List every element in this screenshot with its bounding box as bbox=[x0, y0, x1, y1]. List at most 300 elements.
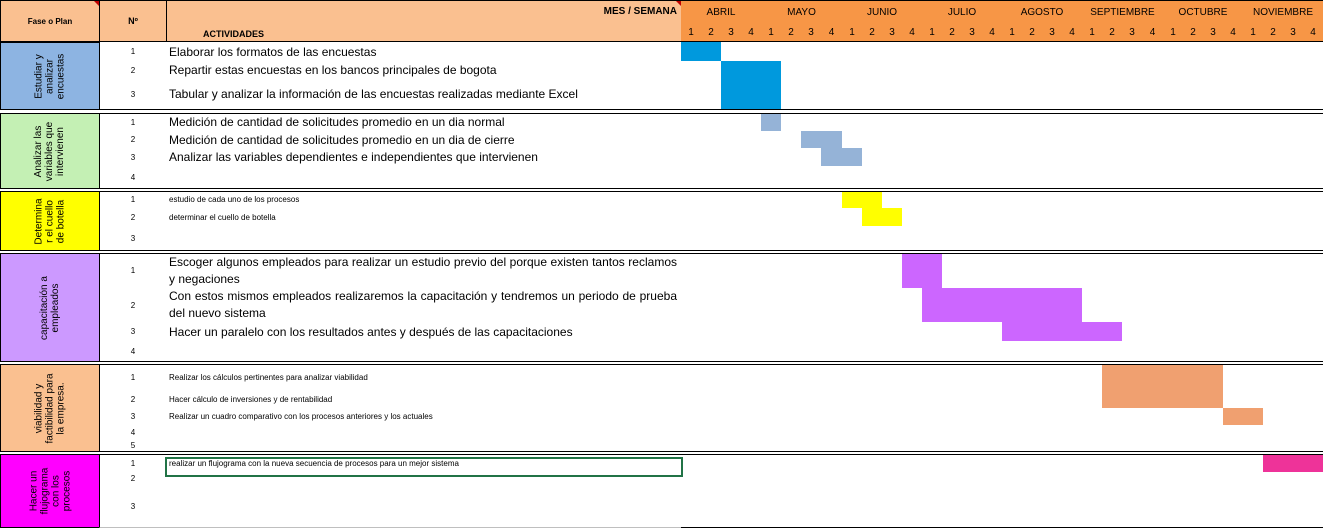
schedule-cell[interactable] bbox=[1042, 472, 1063, 486]
schedule-cell[interactable] bbox=[1122, 42, 1143, 62]
schedule-cell[interactable] bbox=[982, 391, 1003, 409]
schedule-bar-cell[interactable] bbox=[1203, 364, 1224, 392]
schedule-bar-cell[interactable] bbox=[1002, 288, 1023, 323]
schedule-cell[interactable] bbox=[821, 208, 843, 227]
schedule-cell[interactable] bbox=[1223, 454, 1244, 473]
activity-cell[interactable] bbox=[166, 166, 682, 189]
schedule-cell[interactable] bbox=[922, 341, 943, 362]
schedule-cell[interactable] bbox=[942, 391, 963, 409]
schedule-cell[interactable] bbox=[842, 79, 863, 110]
schedule-cell[interactable] bbox=[902, 408, 923, 426]
schedule-cell[interactable] bbox=[882, 408, 903, 426]
activity-cell[interactable]: Medición de cantidad de solicitudes promedio en un dia de cierre bbox=[166, 131, 682, 149]
row-number[interactable]: 2 bbox=[99, 208, 167, 227]
schedule-cell[interactable] bbox=[1303, 113, 1323, 132]
schedule-cell[interactable] bbox=[1062, 113, 1083, 132]
schedule-cell[interactable] bbox=[1203, 79, 1224, 110]
schedule-cell[interactable] bbox=[1022, 485, 1043, 528]
schedule-cell[interactable] bbox=[962, 166, 983, 189]
week-header-cell[interactable]: 4 bbox=[1303, 23, 1323, 42]
schedule-cell[interactable] bbox=[1243, 322, 1264, 342]
schedule-cell[interactable] bbox=[1243, 341, 1264, 362]
schedule-cell[interactable] bbox=[1002, 191, 1023, 209]
schedule-cell[interactable] bbox=[1263, 391, 1284, 409]
schedule-cell[interactable] bbox=[761, 408, 782, 426]
month-header-septiembre[interactable]: SEPTIEMBRE bbox=[1082, 0, 1164, 24]
schedule-cell[interactable] bbox=[681, 391, 702, 409]
schedule-cell[interactable] bbox=[1303, 131, 1323, 149]
schedule-cell[interactable] bbox=[1142, 288, 1164, 323]
schedule-cell[interactable] bbox=[1042, 391, 1063, 409]
schedule-cell[interactable] bbox=[1122, 408, 1143, 426]
schedule-cell[interactable] bbox=[942, 425, 963, 441]
schedule-cell[interactable] bbox=[1082, 472, 1103, 486]
week-header-cell[interactable]: 4 bbox=[902, 23, 923, 42]
schedule-cell[interactable] bbox=[761, 364, 782, 392]
schedule-cell[interactable] bbox=[741, 454, 762, 473]
schedule-cell[interactable] bbox=[882, 131, 903, 149]
schedule-bar-cell[interactable] bbox=[882, 208, 903, 227]
row-number[interactable]: 2 bbox=[99, 131, 167, 149]
schedule-cell[interactable] bbox=[882, 425, 903, 441]
schedule-cell[interactable] bbox=[741, 191, 762, 209]
schedule-cell[interactable] bbox=[882, 166, 903, 189]
schedule-bar-cell[interactable] bbox=[1303, 454, 1323, 473]
schedule-cell[interactable] bbox=[741, 288, 762, 323]
schedule-cell[interactable] bbox=[1122, 454, 1143, 473]
schedule-cell[interactable] bbox=[1062, 425, 1083, 441]
schedule-cell[interactable] bbox=[721, 226, 742, 251]
schedule-cell[interactable] bbox=[701, 341, 722, 362]
row-number[interactable]: 4 bbox=[99, 425, 167, 441]
schedule-cell[interactable] bbox=[1082, 391, 1103, 409]
schedule-cell[interactable] bbox=[1283, 408, 1304, 426]
schedule-cell[interactable] bbox=[842, 208, 863, 227]
schedule-cell[interactable] bbox=[1263, 208, 1284, 227]
schedule-cell[interactable] bbox=[1142, 61, 1164, 80]
schedule-cell[interactable] bbox=[982, 148, 1003, 167]
schedule-cell[interactable] bbox=[1122, 79, 1143, 110]
schedule-cell[interactable] bbox=[1022, 472, 1043, 486]
schedule-cell[interactable] bbox=[1142, 191, 1164, 209]
schedule-cell[interactable] bbox=[1002, 131, 1023, 149]
schedule-cell[interactable] bbox=[1082, 61, 1103, 80]
schedule-cell[interactable] bbox=[842, 226, 863, 251]
schedule-cell[interactable] bbox=[681, 454, 702, 473]
activity-cell[interactable]: Hacer un paralelo con los resultados antes y después de las capacitaciones bbox=[166, 322, 682, 342]
schedule-cell[interactable] bbox=[982, 166, 1003, 189]
schedule-cell[interactable] bbox=[1263, 408, 1284, 426]
schedule-cell[interactable] bbox=[761, 131, 782, 149]
schedule-cell[interactable] bbox=[741, 322, 762, 342]
schedule-cell[interactable] bbox=[1183, 472, 1204, 486]
schedule-cell[interactable] bbox=[962, 322, 983, 342]
schedule-cell[interactable] bbox=[902, 113, 923, 132]
schedule-cell[interactable] bbox=[962, 226, 983, 251]
activity-cell[interactable]: Realizar un cuadro comparativo con los procesos anteriores y los actuales bbox=[166, 408, 682, 426]
row-number[interactable]: 4 bbox=[99, 341, 167, 362]
schedule-cell[interactable] bbox=[962, 341, 983, 362]
schedule-cell[interactable] bbox=[902, 341, 923, 362]
schedule-cell[interactable] bbox=[1142, 226, 1164, 251]
schedule-cell[interactable] bbox=[1263, 131, 1284, 149]
schedule-cell[interactable] bbox=[1062, 472, 1083, 486]
schedule-cell[interactable] bbox=[781, 226, 802, 251]
schedule-cell[interactable] bbox=[1082, 288, 1103, 323]
schedule-cell[interactable] bbox=[1022, 131, 1043, 149]
schedule-cell[interactable] bbox=[1122, 131, 1143, 149]
schedule-cell[interactable] bbox=[781, 113, 802, 132]
schedule-cell[interactable] bbox=[1183, 131, 1204, 149]
schedule-cell[interactable] bbox=[1082, 425, 1103, 441]
schedule-cell[interactable] bbox=[922, 191, 943, 209]
schedule-cell[interactable] bbox=[1163, 131, 1184, 149]
schedule-cell[interactable] bbox=[982, 42, 1003, 62]
schedule-cell[interactable] bbox=[1283, 288, 1304, 323]
schedule-cell[interactable] bbox=[1022, 253, 1043, 289]
phase-cell-4[interactable] bbox=[0, 253, 100, 362]
schedule-cell[interactable] bbox=[882, 113, 903, 132]
schedule-cell[interactable] bbox=[842, 42, 863, 62]
schedule-cell[interactable] bbox=[1062, 226, 1083, 251]
schedule-bar-cell[interactable] bbox=[821, 148, 843, 167]
schedule-cell[interactable] bbox=[1142, 485, 1164, 528]
schedule-cell[interactable] bbox=[1102, 253, 1123, 289]
schedule-cell[interactable] bbox=[1183, 408, 1204, 426]
schedule-cell[interactable] bbox=[1082, 226, 1103, 251]
schedule-bar-cell[interactable] bbox=[1102, 364, 1123, 392]
schedule-bar-cell[interactable] bbox=[721, 61, 742, 80]
schedule-cell[interactable] bbox=[821, 472, 843, 486]
schedule-cell[interactable] bbox=[1303, 79, 1323, 110]
schedule-bar-cell[interactable] bbox=[721, 79, 742, 110]
week-header-cell[interactable]: 3 bbox=[721, 23, 742, 42]
schedule-cell[interactable] bbox=[942, 42, 963, 62]
schedule-cell[interactable] bbox=[781, 454, 802, 473]
schedule-cell[interactable] bbox=[761, 288, 782, 323]
schedule-cell[interactable] bbox=[922, 42, 943, 62]
schedule-cell[interactable] bbox=[902, 131, 923, 149]
schedule-cell[interactable] bbox=[1022, 79, 1043, 110]
schedule-bar-cell[interactable] bbox=[1163, 364, 1184, 392]
schedule-cell[interactable] bbox=[781, 485, 802, 528]
schedule-cell[interactable] bbox=[882, 42, 903, 62]
schedule-cell[interactable] bbox=[761, 191, 782, 209]
schedule-cell[interactable] bbox=[1062, 341, 1083, 362]
schedule-cell[interactable] bbox=[942, 253, 963, 289]
schedule-cell[interactable] bbox=[801, 166, 822, 189]
schedule-cell[interactable] bbox=[1022, 61, 1043, 80]
schedule-cell[interactable] bbox=[1082, 341, 1103, 362]
schedule-cell[interactable] bbox=[1022, 166, 1043, 189]
schedule-cell[interactable] bbox=[1183, 208, 1204, 227]
schedule-cell[interactable] bbox=[801, 408, 822, 426]
schedule-cell[interactable] bbox=[942, 148, 963, 167]
schedule-cell[interactable] bbox=[1163, 485, 1184, 528]
schedule-cell[interactable] bbox=[1042, 131, 1063, 149]
schedule-cell[interactable] bbox=[821, 253, 843, 289]
schedule-cell[interactable] bbox=[1283, 148, 1304, 167]
schedule-cell[interactable] bbox=[781, 408, 802, 426]
schedule-cell[interactable] bbox=[882, 288, 903, 323]
schedule-cell[interactable] bbox=[701, 485, 722, 528]
schedule-cell[interactable] bbox=[1062, 208, 1083, 227]
schedule-cell[interactable] bbox=[821, 425, 843, 441]
schedule-cell[interactable] bbox=[761, 425, 782, 441]
schedule-cell[interactable] bbox=[902, 454, 923, 473]
schedule-cell[interactable] bbox=[1263, 472, 1284, 486]
schedule-cell[interactable] bbox=[902, 226, 923, 251]
month-header-abril[interactable]: ABRIL bbox=[681, 0, 762, 24]
schedule-cell[interactable] bbox=[701, 191, 722, 209]
schedule-cell[interactable] bbox=[962, 208, 983, 227]
schedule-cell[interactable] bbox=[761, 391, 782, 409]
row-number[interactable]: 2 bbox=[99, 288, 167, 323]
schedule-cell[interactable] bbox=[1082, 79, 1103, 110]
schedule-cell[interactable] bbox=[922, 408, 943, 426]
schedule-cell[interactable] bbox=[1163, 425, 1184, 441]
schedule-cell[interactable] bbox=[1283, 113, 1304, 132]
schedule-cell[interactable] bbox=[761, 472, 782, 486]
schedule-cell[interactable] bbox=[862, 391, 883, 409]
schedule-cell[interactable] bbox=[681, 425, 702, 441]
schedule-cell[interactable] bbox=[801, 391, 822, 409]
schedule-cell[interactable] bbox=[902, 61, 923, 80]
schedule-cell[interactable] bbox=[922, 364, 943, 392]
schedule-cell[interactable] bbox=[962, 253, 983, 289]
schedule-cell[interactable] bbox=[1163, 42, 1184, 62]
schedule-cell[interactable] bbox=[1243, 288, 1264, 323]
schedule-cell[interactable] bbox=[1243, 79, 1264, 110]
schedule-cell[interactable] bbox=[962, 79, 983, 110]
schedule-cell[interactable] bbox=[1203, 408, 1224, 426]
schedule-cell[interactable] bbox=[1223, 131, 1244, 149]
schedule-cell[interactable] bbox=[862, 472, 883, 486]
schedule-cell[interactable] bbox=[1002, 166, 1023, 189]
schedule-cell[interactable] bbox=[1303, 208, 1323, 227]
activity-cell[interactable]: Escoger algunos empleados para realizar un estudio previo del porque existen tantos reclamos y negaciones bbox=[166, 253, 682, 289]
schedule-cell[interactable] bbox=[1283, 472, 1304, 486]
schedule-cell[interactable] bbox=[1002, 113, 1023, 132]
schedule-cell[interactable] bbox=[1082, 208, 1103, 227]
schedule-cell[interactable] bbox=[821, 454, 843, 473]
schedule-cell[interactable] bbox=[1263, 61, 1284, 80]
schedule-bar-cell[interactable] bbox=[801, 131, 822, 149]
schedule-bar-cell[interactable] bbox=[1042, 322, 1063, 342]
week-header-cell[interactable]: 3 bbox=[1042, 23, 1063, 42]
schedule-cell[interactable] bbox=[821, 288, 843, 323]
schedule-cell[interactable] bbox=[942, 454, 963, 473]
schedule-cell[interactable] bbox=[781, 288, 802, 323]
schedule-cell[interactable] bbox=[1303, 408, 1323, 426]
schedule-cell[interactable] bbox=[801, 485, 822, 528]
week-header-cell[interactable]: 3 bbox=[1283, 23, 1304, 42]
schedule-cell[interactable] bbox=[982, 341, 1003, 362]
schedule-cell[interactable] bbox=[1102, 288, 1123, 323]
schedule-cell[interactable] bbox=[1283, 191, 1304, 209]
schedule-bar-cell[interactable] bbox=[681, 42, 702, 62]
schedule-cell[interactable] bbox=[1183, 341, 1204, 362]
schedule-cell[interactable] bbox=[862, 253, 883, 289]
schedule-bar-cell[interactable] bbox=[741, 61, 762, 80]
schedule-cell[interactable] bbox=[801, 472, 822, 486]
week-header-cell[interactable]: 2 bbox=[1263, 23, 1284, 42]
schedule-bar-cell[interactable] bbox=[761, 79, 782, 110]
schedule-bar-cell[interactable] bbox=[1223, 408, 1244, 426]
schedule-cell[interactable] bbox=[1183, 454, 1204, 473]
week-header-cell[interactable]: 2 bbox=[1183, 23, 1204, 42]
schedule-cell[interactable] bbox=[1163, 191, 1184, 209]
schedule-cell[interactable] bbox=[681, 61, 702, 80]
schedule-cell[interactable] bbox=[1203, 425, 1224, 441]
schedule-cell[interactable] bbox=[1223, 42, 1244, 62]
schedule-cell[interactable] bbox=[1223, 166, 1244, 189]
schedule-cell[interactable] bbox=[842, 425, 863, 441]
schedule-cell[interactable] bbox=[1102, 113, 1123, 132]
schedule-cell[interactable] bbox=[842, 391, 863, 409]
phase-cell-3[interactable] bbox=[0, 191, 100, 251]
schedule-cell[interactable] bbox=[1263, 148, 1284, 167]
schedule-cell[interactable] bbox=[1223, 226, 1244, 251]
schedule-cell[interactable] bbox=[1002, 485, 1023, 528]
schedule-cell[interactable] bbox=[862, 425, 883, 441]
schedule-cell[interactable] bbox=[922, 391, 943, 409]
schedule-cell[interactable] bbox=[741, 391, 762, 409]
schedule-cell[interactable] bbox=[1062, 408, 1083, 426]
schedule-cell[interactable] bbox=[741, 253, 762, 289]
schedule-cell[interactable] bbox=[721, 485, 742, 528]
schedule-cell[interactable] bbox=[701, 226, 722, 251]
schedule-cell[interactable] bbox=[842, 61, 863, 80]
schedule-bar-cell[interactable] bbox=[1142, 364, 1164, 392]
schedule-bar-cell[interactable] bbox=[1263, 454, 1284, 473]
schedule-cell[interactable] bbox=[942, 166, 963, 189]
schedule-cell[interactable] bbox=[1223, 322, 1244, 342]
schedule-cell[interactable] bbox=[1203, 288, 1224, 323]
schedule-cell[interactable] bbox=[882, 485, 903, 528]
schedule-cell[interactable] bbox=[761, 166, 782, 189]
schedule-cell[interactable] bbox=[1142, 322, 1164, 342]
schedule-cell[interactable] bbox=[761, 322, 782, 342]
schedule-cell[interactable] bbox=[1223, 485, 1244, 528]
week-header-cell[interactable]: 1 bbox=[681, 23, 702, 42]
schedule-cell[interactable] bbox=[1142, 408, 1164, 426]
schedule-bar-cell[interactable] bbox=[942, 288, 963, 323]
schedule-cell[interactable] bbox=[781, 472, 802, 486]
schedule-cell[interactable] bbox=[1163, 208, 1184, 227]
schedule-cell[interactable] bbox=[801, 113, 822, 132]
schedule-cell[interactable] bbox=[741, 408, 762, 426]
schedule-cell[interactable] bbox=[1223, 288, 1244, 323]
schedule-cell[interactable] bbox=[681, 131, 702, 149]
schedule-cell[interactable] bbox=[1102, 191, 1123, 209]
schedule-cell[interactable] bbox=[1082, 191, 1103, 209]
schedule-cell[interactable] bbox=[821, 226, 843, 251]
week-header-cell[interactable]: 4 bbox=[741, 23, 762, 42]
schedule-cell[interactable] bbox=[1263, 341, 1284, 362]
activity-cell[interactable]: Analizar las variables dependientes e independientes que intervienen bbox=[166, 148, 682, 167]
schedule-cell[interactable] bbox=[681, 113, 702, 132]
schedule-bar-cell[interactable] bbox=[1122, 364, 1143, 392]
schedule-cell[interactable] bbox=[1022, 425, 1043, 441]
schedule-cell[interactable] bbox=[1223, 341, 1244, 362]
schedule-bar-cell[interactable] bbox=[1183, 364, 1204, 392]
schedule-cell[interactable] bbox=[862, 79, 883, 110]
schedule-cell[interactable] bbox=[1303, 364, 1323, 392]
schedule-cell[interactable] bbox=[741, 226, 762, 251]
schedule-cell[interactable] bbox=[1062, 148, 1083, 167]
schedule-cell[interactable] bbox=[1102, 408, 1123, 426]
schedule-cell[interactable] bbox=[821, 42, 843, 62]
schedule-cell[interactable] bbox=[1163, 472, 1184, 486]
activity-cell[interactable]: Con estos mismos empleados realizaremos la capacitación y tendremos un periodo de prueba del nuevo sistema bbox=[166, 288, 682, 323]
schedule-cell[interactable] bbox=[1183, 253, 1204, 289]
schedule-cell[interactable] bbox=[962, 364, 983, 392]
schedule-cell[interactable] bbox=[1243, 191, 1264, 209]
schedule-cell[interactable] bbox=[902, 391, 923, 409]
schedule-cell[interactable] bbox=[681, 191, 702, 209]
schedule-cell[interactable] bbox=[1163, 322, 1184, 342]
schedule-cell[interactable] bbox=[1042, 113, 1063, 132]
schedule-cell[interactable] bbox=[721, 191, 742, 209]
schedule-cell[interactable] bbox=[882, 341, 903, 362]
schedule-cell[interactable] bbox=[1022, 191, 1043, 209]
schedule-cell[interactable] bbox=[1283, 79, 1304, 110]
phase-cell-1[interactable] bbox=[0, 42, 100, 110]
schedule-cell[interactable] bbox=[721, 113, 742, 132]
schedule-cell[interactable] bbox=[801, 253, 822, 289]
schedule-cell[interactable] bbox=[1082, 166, 1103, 189]
schedule-cell[interactable] bbox=[1303, 253, 1323, 289]
schedule-cell[interactable] bbox=[1183, 226, 1204, 251]
schedule-cell[interactable] bbox=[801, 191, 822, 209]
schedule-cell[interactable] bbox=[1303, 485, 1323, 528]
schedule-cell[interactable] bbox=[1002, 408, 1023, 426]
schedule-cell[interactable] bbox=[1022, 113, 1043, 132]
schedule-cell[interactable] bbox=[942, 226, 963, 251]
activity-cell[interactable] bbox=[166, 472, 682, 486]
schedule-cell[interactable] bbox=[801, 454, 822, 473]
phase-cell-2[interactable] bbox=[0, 113, 100, 189]
schedule-cell[interactable] bbox=[1183, 113, 1204, 132]
schedule-cell[interactable] bbox=[1203, 148, 1224, 167]
month-header-junio[interactable]: JUNIO bbox=[842, 0, 923, 24]
week-header-cell[interactable]: 3 bbox=[1203, 23, 1224, 42]
schedule-cell[interactable] bbox=[942, 208, 963, 227]
row-number[interactable]: 3 bbox=[99, 408, 167, 426]
schedule-cell[interactable] bbox=[681, 208, 702, 227]
activity-cell[interactable]: Hacer cálculo de inversiones y de rentabilidad bbox=[166, 391, 682, 409]
schedule-cell[interactable] bbox=[1102, 208, 1123, 227]
schedule-cell[interactable] bbox=[721, 408, 742, 426]
schedule-cell[interactable] bbox=[1163, 253, 1184, 289]
schedule-cell[interactable] bbox=[1203, 113, 1224, 132]
schedule-cell[interactable] bbox=[922, 166, 943, 189]
schedule-cell[interactable] bbox=[1122, 253, 1143, 289]
schedule-cell[interactable] bbox=[1082, 364, 1103, 392]
schedule-cell[interactable] bbox=[741, 131, 762, 149]
schedule-cell[interactable] bbox=[902, 191, 923, 209]
schedule-cell[interactable] bbox=[982, 425, 1003, 441]
schedule-cell[interactable] bbox=[1062, 454, 1083, 473]
schedule-cell[interactable] bbox=[741, 148, 762, 167]
schedule-cell[interactable] bbox=[1022, 364, 1043, 392]
activity-cell[interactable] bbox=[166, 485, 682, 528]
schedule-cell[interactable] bbox=[701, 288, 722, 323]
schedule-cell[interactable] bbox=[761, 42, 782, 62]
schedule-cell[interactable] bbox=[1223, 61, 1244, 80]
schedule-cell[interactable] bbox=[1082, 485, 1103, 528]
